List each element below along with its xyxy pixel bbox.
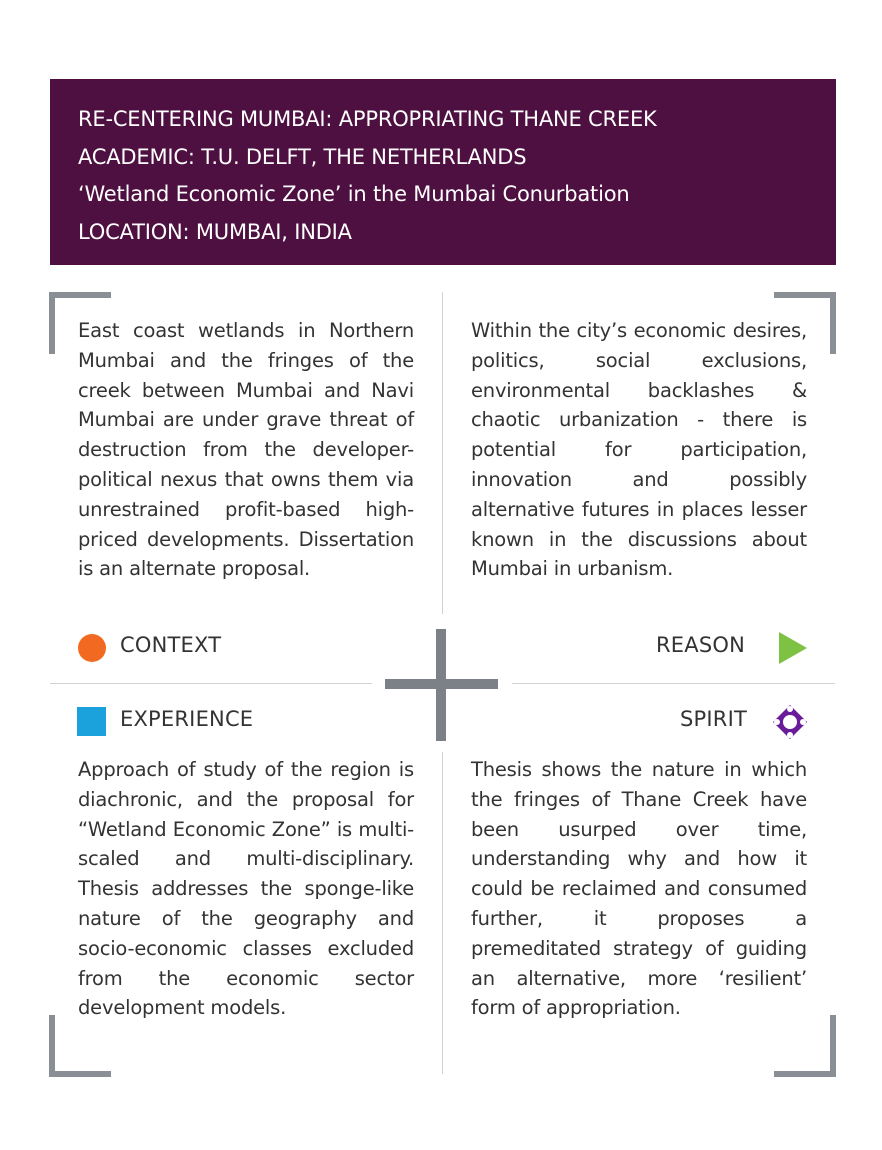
context-label: CONTEXT — [120, 633, 222, 657]
corner-bracket-bottom-left — [49, 1015, 111, 1077]
experience-label: EXPERIENCE — [120, 707, 254, 731]
square-icon — [77, 707, 106, 736]
horizontal-divider-left — [50, 683, 372, 684]
spirit-text: Thesis shows the nature in which the fringes of Thane Creek have been usurped over time, understanding why and how it could be reclaimed and consumed further, it proposes a premeditated strategy of guiding an alternative, more ‘resilient’ form of appropriation. — [471, 758, 807, 1020]
project-title: RE-CENTERING MUMBAI: APPROPRIATING THANE CREEK — [78, 107, 657, 131]
reason-text: Within the city’s economic desires, politics, social exclusions, environmental backlashes & chaotic urbanization - there is potential for participation, innovation and possibly alternative futures in places lesser known in the discussions about Mumbai in urbanism. — [471, 319, 807, 581]
circle-icon — [77, 633, 107, 663]
horizontal-divider-right — [512, 683, 835, 684]
academic-line: ACADEMIC: T.U. DELFT, THE NETHERLANDS — [78, 144, 527, 169]
reason-label: REASON — [656, 633, 745, 657]
vertical-divider-bottom — [442, 752, 443, 1074]
context-text: East coast wetlands in Northern Mumbai and the fringes of the creek between Mumbai and Navi Mumbai are under grave threat of destruction from the developer-political nexus that owns them via unrestrained profit-based high-priced developments. Dissertation is an alternate proposal. — [78, 319, 414, 581]
experience-text: Approach of study of the region is diachronic, and the proposal for “Wetland Economic Zone” is multi-scaled and multi-disciplinary. Thesis addresses the sponge-like nature of the geography and socio-economic classes excluded from the economic sector development models. — [78, 758, 414, 1020]
project-subtitle: ‘Wetland Economic Zone’ in the Mumbai Conurbation — [78, 182, 630, 206]
play-triangle-icon — [779, 632, 809, 664]
project-header — [50, 79, 836, 265]
diamond-flower-icon — [772, 704, 808, 740]
center-cross-horizontal — [385, 679, 498, 689]
vertical-divider-top — [442, 292, 443, 614]
location-line: LOCATION: MUMBAI, INDIA — [78, 219, 352, 244]
corner-bracket-bottom-right — [774, 1015, 836, 1077]
spirit-label: SPIRIT — [680, 707, 747, 731]
